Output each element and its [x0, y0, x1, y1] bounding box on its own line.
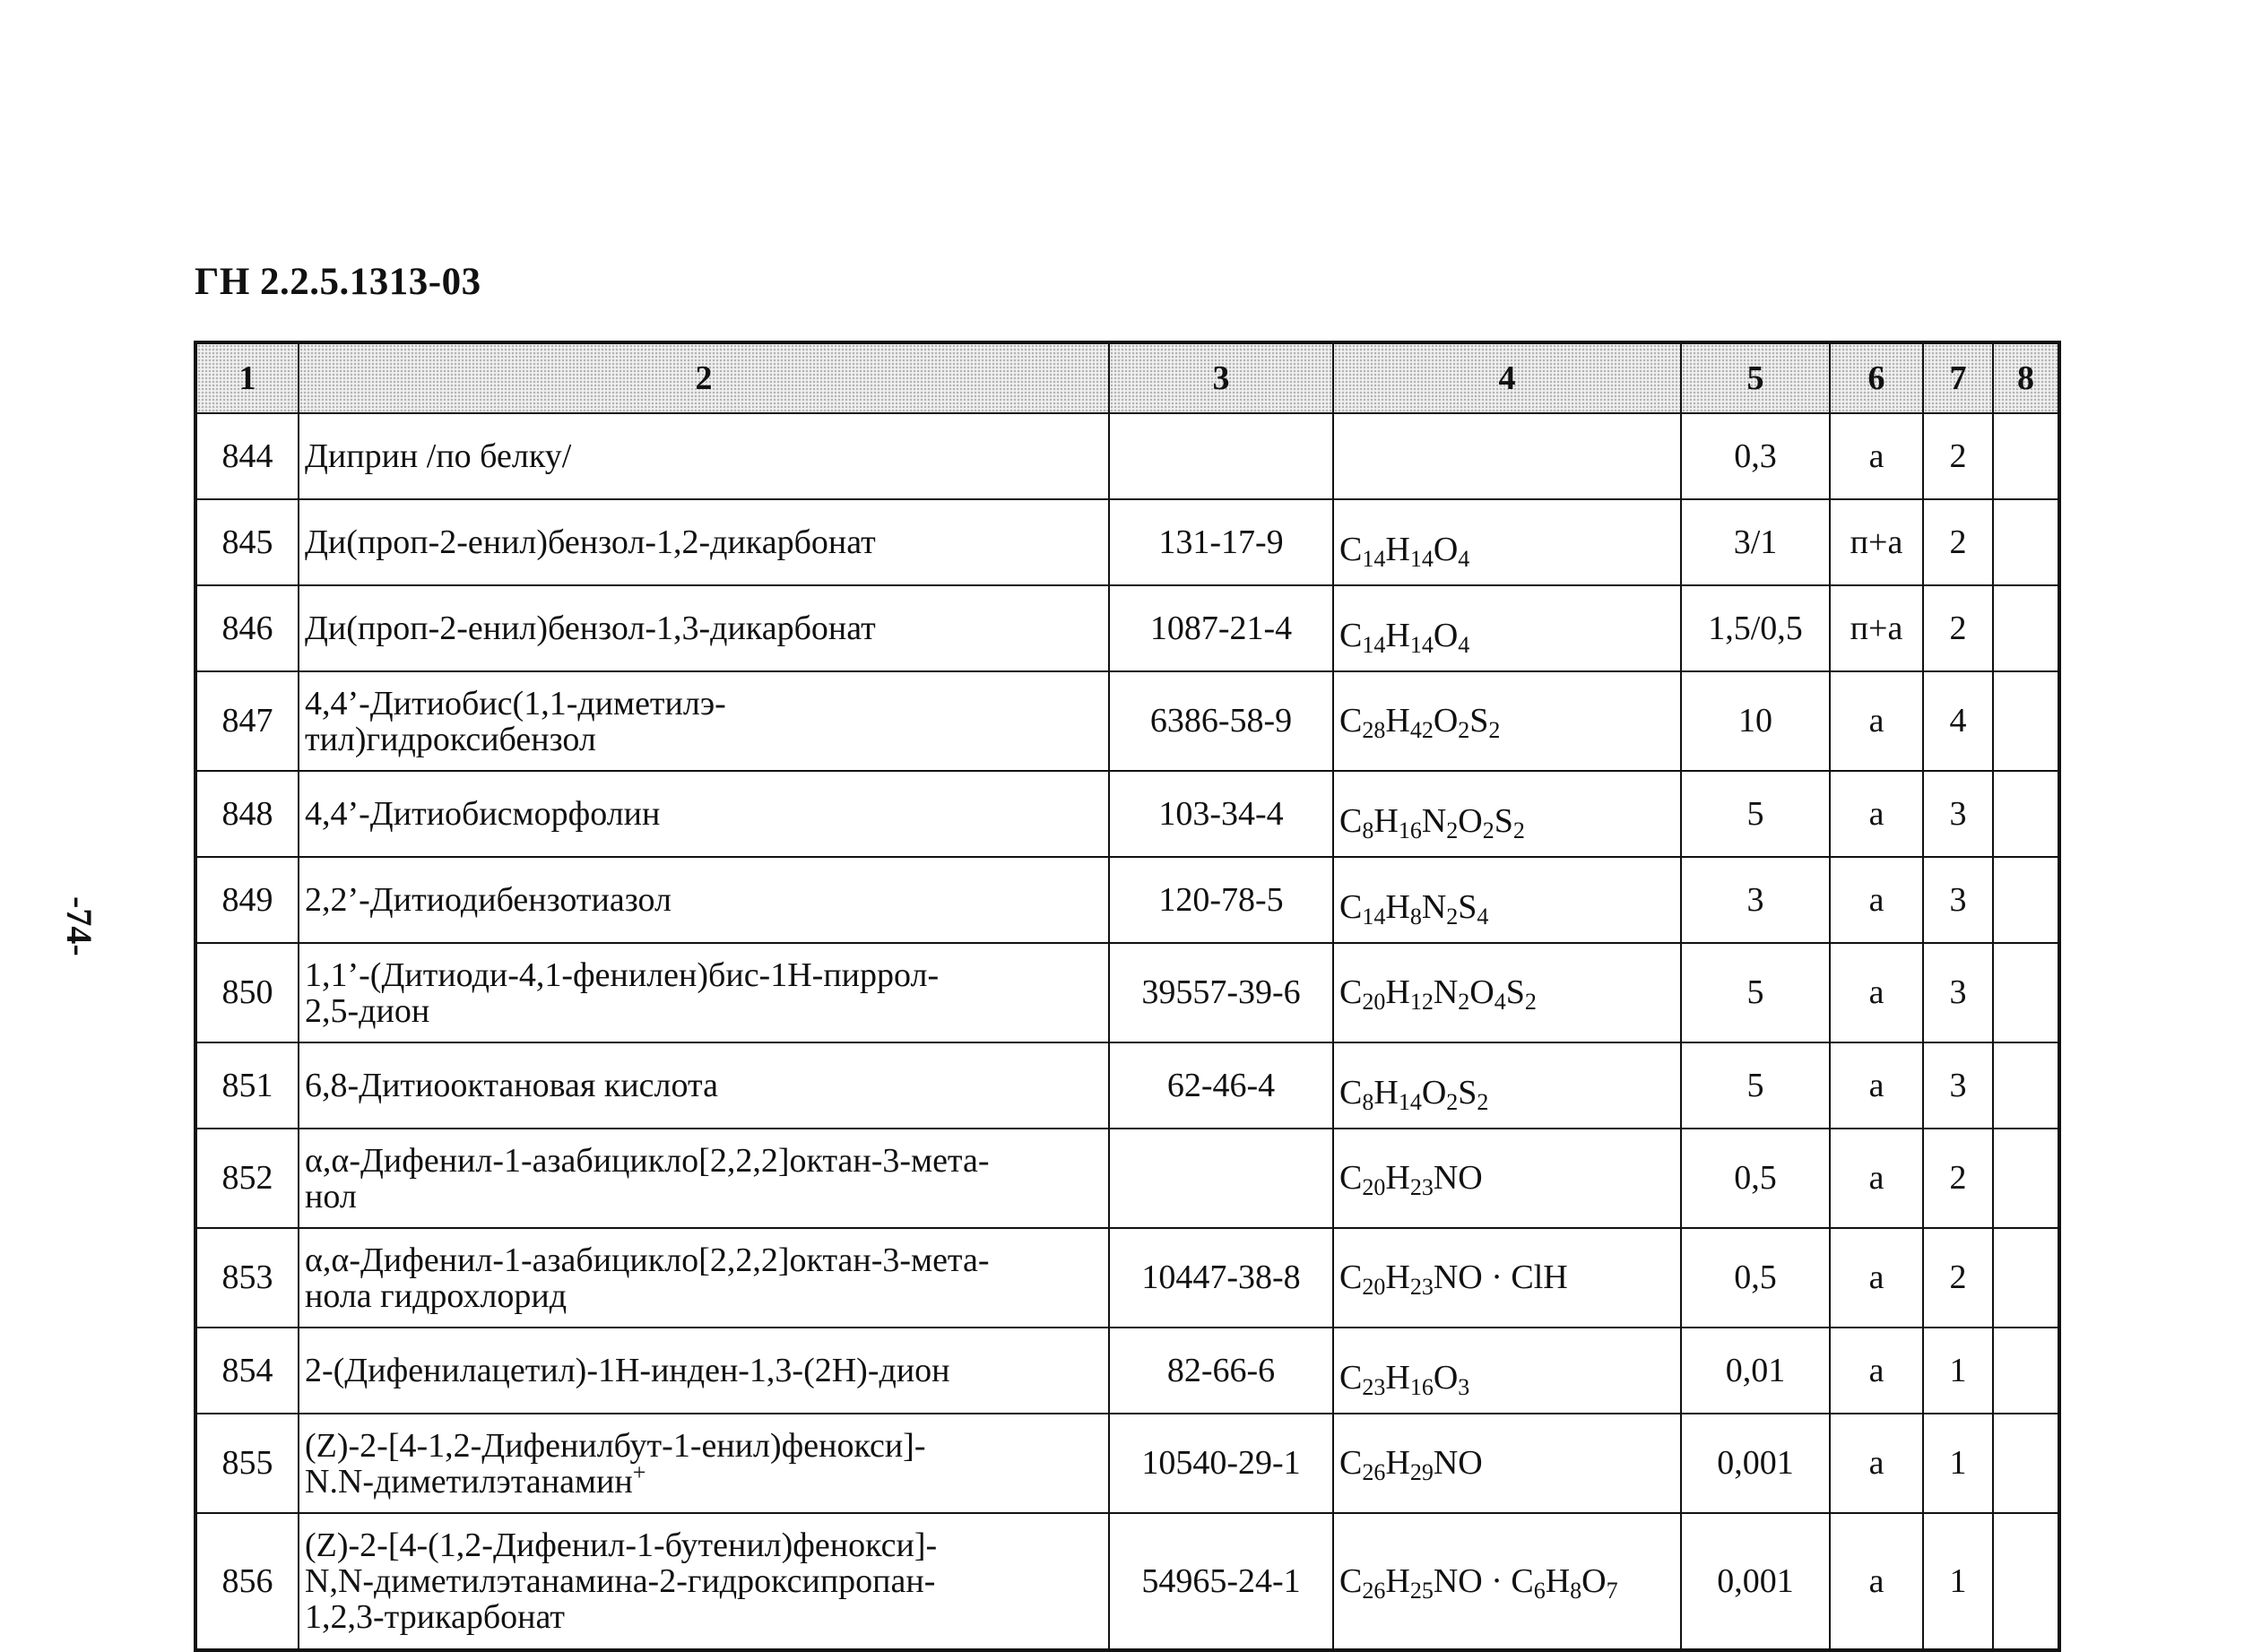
cas-number: 6386-58-9 — [1109, 671, 1333, 771]
note — [1993, 1129, 2059, 1228]
cas-number: 131-17-9 — [1109, 499, 1333, 585]
aggregate-state: а — [1830, 771, 1923, 857]
aggregate-state: а — [1830, 1414, 1923, 1513]
substance-name: Ди(проп-2-енил)бензол-1,2-дикарбонат — [299, 499, 1109, 585]
limit-value: 3 — [1681, 857, 1830, 943]
column-header: 1 — [195, 342, 299, 413]
aggregate-state: а — [1830, 1042, 1923, 1129]
note — [1993, 413, 2059, 499]
limit-value: 0,3 — [1681, 413, 1830, 499]
cas-number: 54965-24-1 — [1109, 1513, 1333, 1650]
table-row — [195, 1228, 2059, 1328]
substance-name: (Z)-2-[4-(1,2-Дифенил-1-бутенил)фенокси]- N,N-диметилэтанамина-2-гидроксипропан- 1,2,3-трикарбонат — [299, 1513, 1109, 1650]
aggregate-state: а — [1830, 857, 1923, 943]
row-number: 853 — [195, 1228, 299, 1328]
formula: $C_{26}H_{25}NO \cdot C_6H_8O_7$ — [1333, 1513, 1681, 1650]
cas-number: 103-34-4 — [1109, 771, 1333, 857]
row-number: 846 — [195, 585, 299, 671]
formula: $C_{20}H_{23}NO$ — [1333, 1129, 1681, 1228]
hazard-class: 1 — [1923, 1328, 1993, 1414]
column-header: 6 — [1830, 342, 1923, 413]
limit-value: 0,5 — [1681, 1228, 1830, 1328]
row-number: 851 — [195, 1042, 299, 1129]
hazard-class: 4 — [1923, 671, 1993, 771]
aggregate-state: п+а — [1830, 499, 1923, 585]
row-number: 854 — [195, 1328, 299, 1414]
row-number: 849 — [195, 857, 299, 943]
hazard-class: 3 — [1923, 1042, 1993, 1129]
column-header: 4 — [1333, 342, 1681, 413]
column-number-row — [195, 342, 2059, 413]
note — [1993, 1328, 2059, 1414]
hazard-class: 2 — [1923, 585, 1993, 671]
table-row — [195, 1513, 2059, 1650]
aggregate-state: а — [1830, 943, 1923, 1042]
formula: $C_{26}H_{29}NO$ — [1333, 1414, 1681, 1513]
cas-number: 39557-39-6 — [1109, 943, 1333, 1042]
hazard-class: 1 — [1923, 1414, 1993, 1513]
substance-name: Ди(проп-2-енил)бензол-1,3-дикарбонат — [299, 585, 1109, 671]
row-number: 850 — [195, 943, 299, 1042]
cas-number: 10540-29-1 — [1109, 1414, 1333, 1513]
page-number: -74- — [59, 896, 100, 956]
substance-name: 2,2’-Дитиодибензотиазол — [299, 857, 1109, 943]
cas-number: 10447-38-8 — [1109, 1228, 1333, 1328]
hazard-class: 1 — [1923, 1513, 1993, 1650]
table-row — [195, 585, 2059, 671]
formula: $C_{20}H_{12}N_2O_4S_2$ — [1333, 943, 1681, 1042]
cas-number: 120-78-5 — [1109, 857, 1333, 943]
table-row — [195, 499, 2059, 585]
formula: $C_{23}H_{16}O_3$ — [1333, 1328, 1681, 1414]
table-row — [195, 413, 2059, 499]
formula — [1333, 413, 1681, 499]
substance-name: 1,1’-(Дитиоди-4,1-фенилен)бис-1Н-пиррол- 2,5-дион — [299, 943, 1109, 1042]
substance-name: Диприн /по белку/ — [299, 413, 1109, 499]
substance-name: 6,8-Дитиооктановая кислота — [299, 1042, 1109, 1129]
formula: $C_{28}H_{42}O_2S_2$ — [1333, 671, 1681, 771]
row-number: 852 — [195, 1129, 299, 1228]
formula: $C_{20}H_{23}NO$ · ClH — [1333, 1228, 1681, 1328]
document-code: ГН 2.2.5.1313-03 — [195, 261, 481, 303]
note — [1993, 585, 2059, 671]
substances-table — [194, 341, 2061, 1652]
table-row — [195, 671, 2059, 771]
column-header: 5 — [1681, 342, 1830, 413]
note — [1993, 1414, 2059, 1513]
aggregate-state: а — [1830, 1328, 1923, 1414]
aggregate-state: а — [1830, 1228, 1923, 1328]
hazard-class: 2 — [1923, 1228, 1993, 1328]
row-number: 847 — [195, 671, 299, 771]
substance-name: α,α-Дифенил-1-азабицикло[2,2,2]октан-3-мета- нол — [299, 1129, 1109, 1228]
substance-name: α,α-Дифенил-1-азабицикло[2,2,2]октан-3-мета- нола гидрохлорид — [299, 1228, 1109, 1328]
table-row — [195, 857, 2059, 943]
limit-value: 10 — [1681, 671, 1830, 771]
limit-value: 0,01 — [1681, 1328, 1830, 1414]
limit-value: 5 — [1681, 943, 1830, 1042]
table-row — [195, 1328, 2059, 1414]
limit-value: 0,001 — [1681, 1513, 1830, 1650]
aggregate-state: а — [1830, 413, 1923, 499]
note — [1993, 943, 2059, 1042]
row-number: 845 — [195, 499, 299, 585]
limit-value: 3/1 — [1681, 499, 1830, 585]
hazard-class: 2 — [1923, 1129, 1993, 1228]
table-row — [195, 771, 2059, 857]
substance-name: 2-(Дифенилацетил)-1Н-инден-1,3-(2Н)-дион — [299, 1328, 1109, 1414]
cas-number: 82-66-6 — [1109, 1328, 1333, 1414]
formula: $C_8H_{14}O_2S_2$ — [1333, 1042, 1681, 1129]
note — [1993, 771, 2059, 857]
aggregate-state: а — [1830, 1129, 1923, 1228]
column-header: 7 — [1923, 342, 1993, 413]
column-header: 8 — [1993, 342, 2059, 413]
note — [1993, 1042, 2059, 1129]
limit-value: 5 — [1681, 1042, 1830, 1129]
row-number: 844 — [195, 413, 299, 499]
formula: $C_{14}H_{14}O_4$ — [1333, 499, 1681, 585]
formula: $C_8H_{16}N_2O_2S_2$ — [1333, 771, 1681, 857]
hazard-class: 2 — [1923, 413, 1993, 499]
note — [1993, 1513, 2059, 1650]
aggregate-state: п+а — [1830, 585, 1923, 671]
substance-name: 4,4’-Дитиобис(1,1-диметилэ- тил)гидроксибензол — [299, 671, 1109, 771]
note — [1993, 857, 2059, 943]
aggregate-state: а — [1830, 1513, 1923, 1650]
row-number: 855 — [195, 1414, 299, 1513]
note — [1993, 499, 2059, 585]
hazard-class: 2 — [1923, 499, 1993, 585]
substance-name: (Z)-2-[4-1,2-Дифенилбут-1-енил)фенокси]- N.N-диметилэтанамин+ — [299, 1414, 1109, 1513]
table-row — [195, 1129, 2059, 1228]
row-number: 856 — [195, 1513, 299, 1650]
note — [1993, 671, 2059, 771]
hazard-class: 3 — [1923, 857, 1993, 943]
substance-name: 4,4’-Дитиобисморфолин — [299, 771, 1109, 857]
limit-value: 0,5 — [1681, 1129, 1830, 1228]
cas-number: 1087-21-4 — [1109, 585, 1333, 671]
limit-value: 1,5/0,5 — [1681, 585, 1830, 671]
hazard-class: 3 — [1923, 943, 1993, 1042]
limit-value: 0,001 — [1681, 1414, 1830, 1513]
limit-value: 5 — [1681, 771, 1830, 857]
table-body — [195, 413, 2059, 1650]
note — [1993, 1228, 2059, 1328]
hazard-class: 3 — [1923, 771, 1993, 857]
aggregate-state: а — [1830, 671, 1923, 771]
column-header: 2 — [299, 342, 1109, 413]
cas-number — [1109, 1129, 1333, 1228]
cas-number — [1109, 413, 1333, 499]
cas-number: 62-46-4 — [1109, 1042, 1333, 1129]
formula: $C_{14}H_8N_2S_4$ — [1333, 857, 1681, 943]
table-row — [195, 1414, 2059, 1513]
table-row — [195, 1042, 2059, 1129]
row-number: 848 — [195, 771, 299, 857]
column-header: 3 — [1109, 342, 1333, 413]
formula: $C_{14}H_{14}O_4$ — [1333, 585, 1681, 671]
table-row — [195, 943, 2059, 1042]
